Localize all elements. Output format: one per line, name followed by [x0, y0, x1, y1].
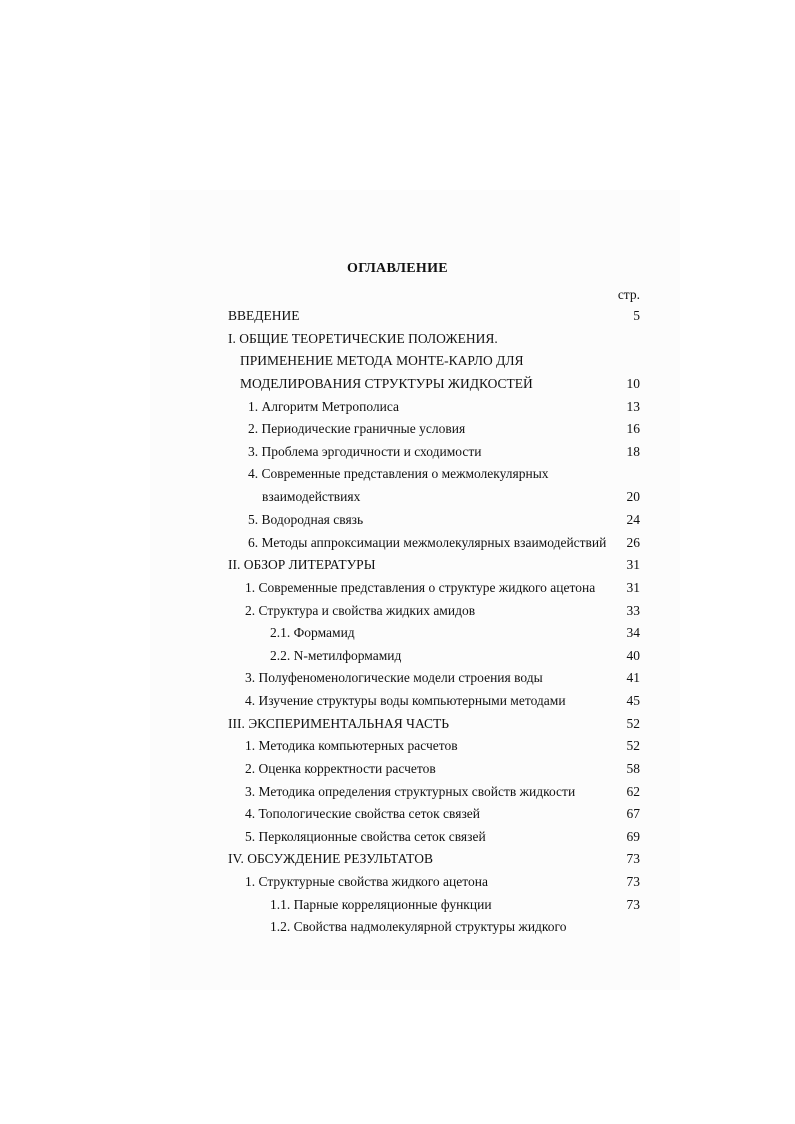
toc-entry-page: 33 [626, 603, 640, 618]
toc-entry-section [0, 736, 795, 756]
toc-entry-page: 18 [626, 444, 640, 459]
toc-entry-page: 31 [626, 557, 640, 572]
toc-entry-section [0, 533, 795, 553]
toc-entry-text: 3. Полуфеноменологические модели строения воды [245, 670, 543, 685]
toc-entry-chapter-1-line-3 [0, 374, 795, 394]
toc-entry-subsection [0, 895, 795, 915]
toc-entry-page: 20 [626, 489, 640, 504]
toc-entry-page: 10 [626, 376, 640, 391]
toc-entry-page: 13 [626, 399, 640, 414]
toc-entry-text: 2. Оценка корректности расчетов [245, 761, 436, 776]
toc-entry-chapter-2 [0, 555, 795, 575]
toc-entry-section [0, 397, 795, 417]
toc-entry-page: 67 [626, 806, 640, 821]
toc-entry-page: 62 [626, 784, 640, 799]
toc-entry-text: ВВЕДЕНИЕ [228, 308, 300, 323]
toc-entry-page: 45 [626, 693, 640, 708]
toc-entry-text: 6. Методы аппроксимации межмолекулярных взаимодействий [248, 535, 607, 550]
toc-entry-text: 2.2. N-метилформамид [270, 648, 402, 663]
toc-entry-page: 58 [626, 761, 640, 776]
toc-entry-text: II. ОБЗОР ЛИТЕРАТУРЫ [228, 557, 376, 572]
toc-entry-section [0, 442, 795, 462]
toc-entry-subsection [0, 917, 795, 937]
toc-entry-section [0, 804, 795, 824]
toc-entry-section [0, 419, 795, 439]
toc-entry-text: 2.1. Формамид [270, 625, 355, 640]
toc-entry-text: 1. Методика компьютерных расчетов [245, 738, 458, 753]
toc-entry-text: I. ОБЩИЕ ТЕОРЕТИЧЕСКИЕ ПОЛОЖЕНИЯ. [228, 331, 498, 346]
toc-entry-section-continuation [0, 487, 795, 507]
toc-entry-text: 5. Перколяционные свойства сеток связей [245, 829, 486, 844]
toc-entry-text: III. ЭКСПЕРИМЕНТАЛЬНАЯ ЧАСТЬ [228, 716, 450, 731]
toc-entry-section [0, 464, 795, 484]
toc-entry-text: 4. Современные представления о межмолекулярных [248, 466, 549, 481]
toc-entry-page: 34 [626, 625, 640, 640]
toc-entry-text: 5. Водородная связь [248, 512, 364, 527]
toc-entry-page: 41 [626, 670, 640, 685]
toc-entry-page: 16 [626, 421, 640, 436]
toc-entry-chapter-4 [0, 849, 795, 869]
toc-entry-text: ПРИМЕНЕНИЕ МЕТОДА МОНТЕ-КАРЛО ДЛЯ [240, 353, 524, 368]
toc-title: ОГЛАВЛЕНИЕ [347, 261, 448, 276]
toc-entry-section [0, 872, 795, 892]
toc-entry-text: 1. Структурные свойства жидкого ацетона [245, 874, 488, 889]
toc-entry-subsection [0, 646, 795, 666]
toc-entry-text: взаимодействиях [262, 489, 361, 504]
toc-entry-text: 3. Проблема эргодичности и сходимости [248, 444, 482, 459]
toc-entry-page: 52 [626, 738, 640, 753]
toc-entry-page: 52 [626, 716, 640, 731]
toc-entry-text: 2. Периодические граничные условия [248, 421, 466, 436]
toc-entry-page: 24 [626, 512, 640, 527]
toc-entry-subsection [0, 623, 795, 643]
toc-entry-text: 1.1. Парные корреляционные функции [270, 897, 492, 912]
toc-entry-text: 4. Топологические свойства сеток связей [245, 806, 480, 821]
toc-entry-section [0, 782, 795, 802]
toc-entry-page: 40 [626, 648, 640, 663]
toc-entry-text: 1.2. Свойства надмолекулярной структуры жидкого [270, 919, 567, 934]
toc-entry-text: 1. Современные представления о структуре жидкого ацетона [245, 580, 596, 595]
toc-entry-text: 4. Изучение структуры воды компьютерными методами [245, 693, 566, 708]
toc-entry-text: 1. Алгоритм Метрополиса [248, 399, 400, 414]
toc-entry-chapter-3 [0, 714, 795, 734]
toc-entry-text: IV. ОБСУЖДЕНИЕ РЕЗУЛЬТАТОВ [228, 851, 433, 866]
toc-entry-page: 73 [626, 874, 640, 889]
toc-entry-page: 73 [626, 897, 640, 912]
toc-entry-page: 31 [626, 580, 640, 595]
toc-entry-section [0, 601, 795, 621]
toc-entry-introduction [0, 306, 795, 326]
toc-entry-text: 2. Структура и свойства жидких амидов [245, 603, 476, 618]
toc-entry-text: МОДЕЛИРОВАНИЯ СТРУКТУРЫ ЖИДКОСТЕЙ [240, 376, 533, 391]
toc-entry-chapter-1-line-2 [0, 351, 795, 371]
toc-entry-section [0, 759, 795, 779]
toc-entry-section [0, 668, 795, 688]
toc-entry-page: 69 [626, 829, 640, 844]
toc-entry-page: 26 [626, 535, 640, 550]
toc-entry-section [0, 691, 795, 711]
page-column-header: стр. [617, 287, 640, 302]
toc-entry-section [0, 510, 795, 530]
toc-entry-page: 73 [626, 851, 640, 866]
toc-entry-section [0, 827, 795, 847]
toc-entry-section [0, 578, 795, 598]
toc-entry-page: 5 [633, 308, 640, 323]
toc-entry-chapter-1-line-1 [0, 329, 795, 349]
toc-entry-text: 3. Методика определения структурных свойств жидкости [245, 784, 576, 799]
